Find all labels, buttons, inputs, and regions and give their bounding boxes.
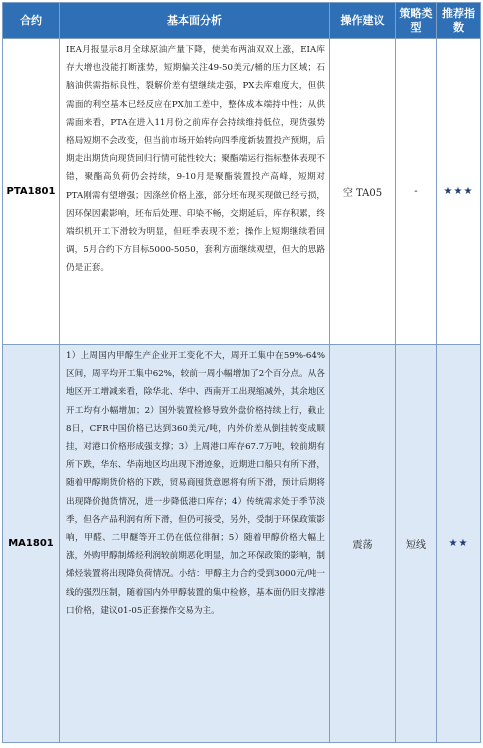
- table-row: [3, 39, 481, 345]
- advice-cell: 震荡: [330, 345, 396, 743]
- analysis-cell: 1）上周国内甲醇生产企业开工变化不大，周开工集中在59%-64%区间，周平均开工集中62%，较前一周小幅增加了2个百分点。从各地区开工增减来看，除华北、华中、西南开工出现缩减外，其余地区开工均有小幅增加；2）国外装置检修导致外盘价格持续上行，截止8日，CFR中国价格已达到360美元/吨，内外价差从倒挂转变成顺挂，对港口价格形成强支撑；3）上周港口库存67.7万吨，较前期有所下跌，华东、华南地区均出现下滑迹象，近期进口船只有所下滑，随着甲醇期货价格的下跌，贸易商囤货意愿将有所下滑，预计后期将出现降价抛货情况，进一步降低港口库存；4）传统需求处于季节淡季，但各产品利润有所下滑，但仍可接受，另外，受制于环保政策影响，甲醛、二甲醚等开工仍在低位徘徊；5）随着甲醇价格大幅上涨，外购甲醇制烯烃利润较前期恶化明显，加之环保政策的影响，制烯烃装置将出现降负荷情况。小结：甲醇主力合约受到3000元/吨一线的强烈压制，随着国内外甲醇装置的集中检修，基本面仍旧支撑港口价格，建议01-05正套操作交易为主。: [60, 345, 330, 743]
- header-advice: 操作建议: [330, 3, 396, 39]
- advice-cell: 空 TA05: [330, 39, 396, 345]
- strategy-type-cell: -: [396, 39, 437, 345]
- rating-stars: ★★★: [437, 39, 481, 345]
- analysis-cell: IEA月报显示8月全球原油产量下降，使美布两油双双上涨，EIA库存大增也没能打断涨势，短期偏关注49-50美元/桶的压力区域；石脑油供需指标良性，裂解价差有望继续走强，PX去库难度大，但供需面的利空基本已经反应在PX加工差中，整体成本端持中性；从供需面来看，PTA在进入11月份之前库存会持续维持低位，现货强势格局短期不会改变，但当前市场开始转向四季度新装置投产预期，后期走出期货向现货回归行情可能性较大；聚酯端运行指标整体表现不错，聚酯高负荷仍会持续，9-10月是聚酯装置投产高峰，短期对PTA刚需有望增强；因涤丝价格上涨，部分坯布现买现做已经亏损，因环保因素影响，坯布后处理、印染不畅，交期延后，库存积累，终端织机开工下滑较为明显，但旺季表现不差；操作上短期继续看回调，5月合约下方目标5000-5050，套利方面继续观望，但大的思路仍是正套。: [60, 39, 330, 345]
- table-header-row: [3, 3, 481, 39]
- header-strategy-type: 策略类型: [396, 3, 437, 39]
- header-analysis: 基本面分析: [60, 3, 330, 39]
- header-contract: 合约: [3, 3, 60, 39]
- contract-cell: MA1801: [3, 345, 60, 743]
- rating-stars: ★★: [437, 345, 481, 743]
- strategy-table: [2, 2, 481, 743]
- strategy-type-cell: 短线: [396, 345, 437, 743]
- contract-cell: PTA1801: [3, 39, 60, 345]
- header-rating: 推荐指数: [437, 3, 481, 39]
- table-row: [3, 345, 481, 743]
